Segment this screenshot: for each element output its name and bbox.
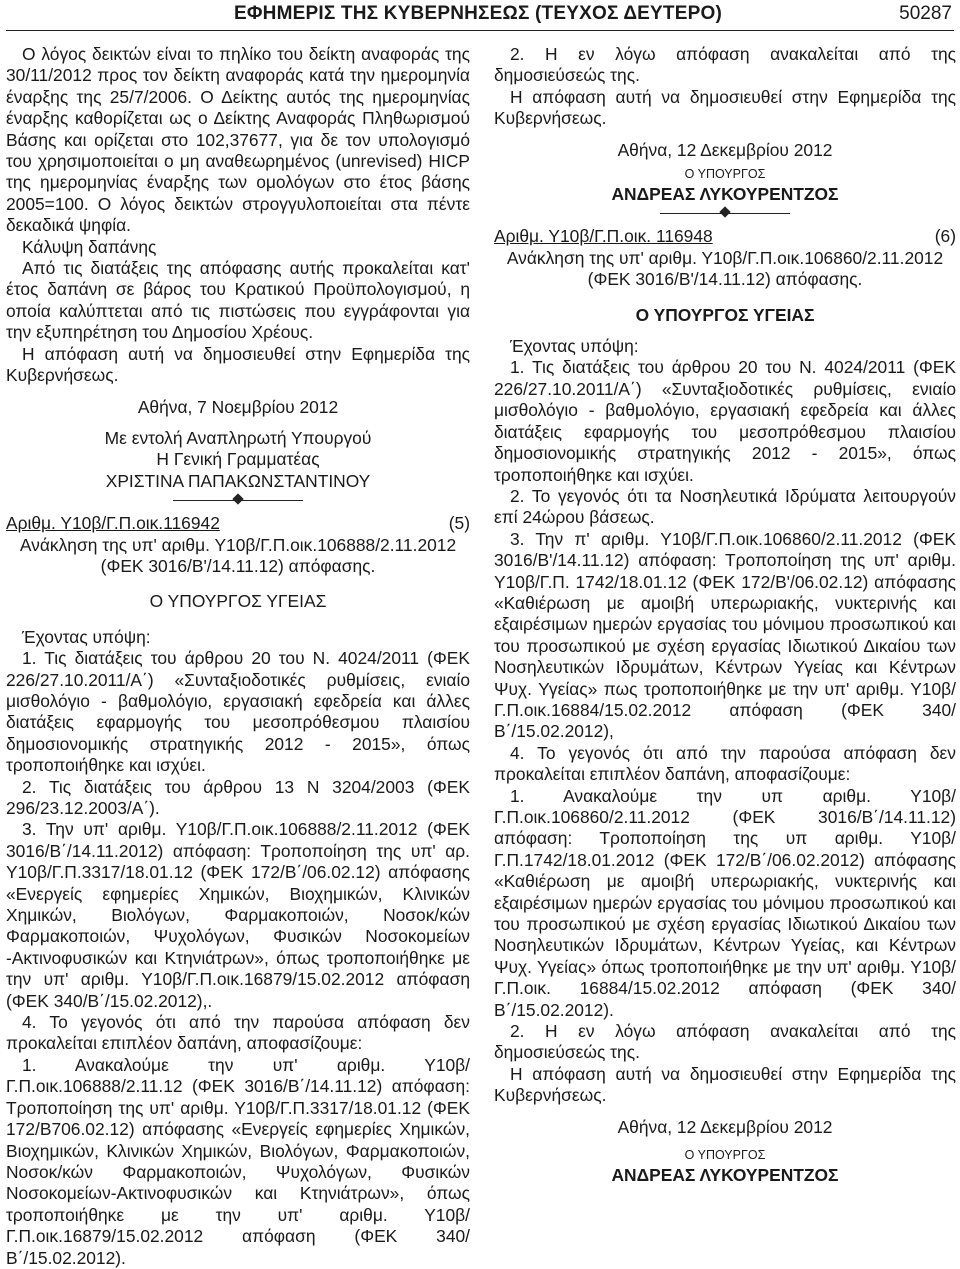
minister-small: Ο ΥΠΟΥΡΓΟΣ [684, 167, 766, 182]
minister-heading: Ο ΥΠΟΥΡΓΟΣ ΥΓΕΙΑΣ [635, 304, 815, 325]
publish-paragraph: Η απόφαση αυτή να δημοσιευθεί στην Εφημερίδα της Κυβερνήσεως. [494, 1063, 956, 1106]
decision-number [6, 513, 470, 534]
cost-heading: Κάλυψη δαπάνης [22, 236, 157, 257]
signer-name: ΧΡΙΣΤΙΝΑ ΠΑΠΑΚΩΝΣΤΑΝΤΙΝΟΥ [105, 470, 371, 491]
publish-paragraph: Η απόφαση αυτή να δημοσιευθεί στην Εφημερίδα της Κυβερνήσεως. [494, 86, 956, 129]
cost-paragraph: Από τις διατάξεις της απόφασης αυτής προκαλείται κατ' έτος δαπάνη σε βάρος του Κρατικού Προϋπολογισμού, η οποία καλύπτεται από τις πιστώσεις που εγγράφονται για την εξυπηρέτηση του Δημοσίου Χρέους. [6, 258, 470, 343]
item-paragraph: 4. Το γεγονός ότι από την παρούσα απόφαση δεν προκαλείται επιπλέον δαπάνη, αποφασίζουμε: [6, 1012, 470, 1054]
item-paragraph: 3. Την π' αριθμ. Υ10β/Γ.Π.οικ.106860/2.11.2012 (ΦΕΚ 3016/Β'/14.11.12) απόφαση: Τροποποίηση της υπ' αριθμ. Υ10β/Γ.Π. 1742/18.01.12 (ΦΕΚ 172/Β'/06.02.12) απόφασης «Καθιέρωση με αμοιβή υπερωριακής, νυκτερινής και εξαιρέσιμων ημερών εργασίας του μόνιμου προσωπικού και του προσωπικού με σχέση εργασίας Ιδιωτικού Δικαίου των Νοσηλευτικών Ιδρυμάτων, Κέντρων Υγείας και Κέντρων Ψυχ. Υγείας» πως τροποποιήθηκε με την υπ' αριθμ. Υ10β/Γ.Π.οικ.16884/15.02.2012 απόφαση (ΦΕΚ 340/Β΄/15.02.2012), [494, 528, 956, 742]
right-column [494, 44, 956, 1187]
signer-name: ΑΝΔΡΕΑΣ ΛΥΚΟΥΡΕΝΤΖΟΣ [611, 1165, 839, 1186]
item-paragraph: 1. Τις διατάξεις του άρθρου 20 του Ν. 4024/2011 (ΦΕΚ 226/27.10.2011/Α΄) «Συνταξιοδοτικές ρυθμίσεις, ενιαίο μισθολόγιο - βαθμολόγιο, εργασιακή εφεδρεία και άλλες διατάξεις εφαρμογής του μεσοπρόθεσμου πλαισίου δημοσιονομικής στρατηγικής 2012 - 2015», όπως τροποποιήθηκε και ισχύει. [494, 357, 956, 485]
page-number: 50287 [899, 3, 952, 24]
item-paragraph: 1. Τις διατάξεις του άρθρου 20 του Ν. 4024/2011 (ΦΕΚ 226/27.10.2011/Α΄) «Συνταξιοδοτικές ρυθμίσεις, ενιαίο μισθολόγιο - βαθμολόγιο, εργασιακή εφεδρεία και άλλες διατάξεις εφαρμογής του μεσοπρόθεσμου πλαισίου δημοσιονομικής στρατηγικής 2012 - 2015», όπως τροποποιήθηκε και ισχύει. [6, 648, 470, 776]
item-paragraph: 1. Ανακαλούμε την υπ αριθμ. Υ10β/Γ.Π.οικ.106860/2.11.2012 (ΦΕΚ 3016/Β΄/14.11.12) απόφαση: Τροποποίηση της υπ αριθμ. Υ10β/Γ.Π.1742/18.01.2012 (ΦΕΚ 172/Β΄/06.02.2012) απόφασης «Καθιέρωση με αμοιβή υπερωριακής, νυκτερινής και εξαιρέσιμων ημερών εργασίας του μόνιμου προσωπικού και του προσωπικού με σχέση εργασίας Ιδιωτικού Δικαίου των Νοσηλευτικών Ιδρυμάτων, Κέντρων Υγείας, και Κέντρων Ψυχ. Υγείας» όπως τροποποιήθηκε με την υπ' αριθμ. Υ10β/Γ.Π.οικ. 16884/15.02.2012 απόφαση (ΦΕΚ 340/Β΄/15.02.2012). [494, 785, 956, 1020]
minister-small: Ο ΥΠΟΥΡΓΟΣ [684, 1148, 766, 1163]
item-paragraph: 2. Τις διατάξεις του άρθρου 13 Ν 3204/2003 (ΦΕΚ 296/23.12.2003/Α΄). [6, 776, 470, 818]
page-header [0, 0, 960, 32]
intro-paragraph: Ο λόγος δεικτών είναι το πηλίκο του δείκτη αναφοράς της 30/11/2012 προς τον δείκτη αναφοράς κατά την ημερομηνία έναρξης της 25/7/2006. Ο Δείκτης αυτός της ημερομηνίας έναρξης καθορίζεται ως ο Δείκτης Αναφοράς Πληθωρισμού Βάσης και ορίζεται στο 102,37677, για δε τον υπολογισμό του χρησιμοποιείται ο μη αναθεωρημένος (unrevised) HICP της ημερομηνίας έναρξης των ομολόγων στο έτος βάσης 2005=100. Ο λόγος δεικτών στρογγυλοποιείται στα πέντε δεκαδικά ψηφία. [6, 44, 470, 236]
general-secretary: Η Γενική Γραμματέας [156, 449, 320, 470]
minister-heading: Ο ΥΠΟΥΡΓΟΣ ΥΓΕΙΑΣ [149, 591, 327, 612]
decision-subject-1: Ανάκληση της υπ' αριθμ. Υ10β/Γ.Π.οικ.106860/2.11.2012 [506, 247, 944, 268]
item-paragraph: 2. Η εν λόγω απόφαση ανακαλείται από της δημοσιεύσεώς της. [494, 1021, 956, 1063]
revoke-paragraph: 2. Η εν λόγω απόφαση ανακαλείται από της δημοσιεύσεώς της. [494, 44, 956, 86]
date-line: Αθήνα, 7 Νοεμβρίου 2012 [137, 396, 339, 417]
decision-subject-1: Ανάκληση της υπ' αριθμ. Υ10β/Γ.Π.οικ.106888/2.11.2012 [19, 534, 457, 555]
publish-paragraph: Η απόφαση αυτή να δημοσιευθεί στην Εφημερίδα της Κυβερνήσεως. [6, 343, 470, 386]
date-line: Αθήνα, 12 Δεκεμβρίου 2012 [617, 139, 833, 160]
decision-index: (5) [448, 513, 470, 534]
decision-number-text: Αριθμ. Υ10β/Γ.Π.οικ. 116948 [494, 226, 713, 247]
decision-number [494, 226, 956, 247]
decision-index: (6) [934, 226, 956, 247]
item-paragraph: 3. Την υπ' αριθμ. Υ10β/Γ.Π.οικ.106888/2.11.2012 (ΦΕΚ 3016/Β΄/14.11.2012) απόφαση: Τροποποίηση της υπ' αρ. Υ10β/Γ.Π.3317/18.01.12 (ΦΕΚ 172/Β΄/06.02.12) απόφασης «Ενεργείς εφημερίες Χημικών, Βιοχημικών, Κλινικών Χημικών, Βιολόγων, Φαρμακοποιών, Νοσοκ/κών Φαρμακοποιών, Ψυχολόγων, Φυσικών Νοσοκομείων -Ακτινοφυσικών και Κτηνιάτρων», όπως τροποποιήθηκε με την υπ' αριθμ. Υ10β/Γ.Π.οικ.16879/15.02.2012 απόφαση (ΦΕΚ 340/Β΄/15.02.2012),. [6, 819, 470, 1011]
decision-number-text: Αριθμ. Υ10β/Γ.Π.οικ.116942 [6, 513, 220, 534]
left-column [6, 44, 470, 1269]
divider [6, 494, 470, 508]
date-line: Αθήνα, 12 Δεκεμβρίου 2012 [617, 1116, 833, 1137]
order-line: Με εντολή Αναπληρωτή Υπουργού [104, 427, 372, 448]
having-regard: Έχοντας υπόψη: [22, 626, 151, 647]
item-paragraph: 4. Το γεγονός ότι από την παρούσα απόφαση δεν προκαλείται επιπλέον δαπάνη, αποφασίζουμε: [494, 742, 956, 785]
item-paragraph: 1. Ανακαλούμε την υπ' αριθμ. Υ10β/Γ.Π.οικ.106888/2.11.12 (ΦΕΚ 3016/Β΄/14.11.12) απόφαση: Τροποποίηση της υπ' αριθμ. Υ10β/Γ.Π.3317/18.01.12 (ΦΕΚ 172/Β706.02.12) απόφασης «Ενεργείς εφημερίες Χημικών, Βιοχημικών, Κλινικών Χημικών, Βιολόγων, Φαρμακοποιών, Νοσοκ/κών Φαρμακοποιών, Ψυχολόγων, Φυσικών Νοσοκομείων-Ακτινοφυσικών και Κτηνιάτρων», όπως τροποποιήθηκε με την υπ' αριθμ. Υ10β/Γ.Π.οικ.16879/15.02.2012 απόφαση (ΦΕΚ 340/Β΄/15.02.2012). [6, 1054, 470, 1268]
gazette-title: ΕΦΗΜΕΡΙΣ ΤΗΣ ΚΥΒΕΡΝΗΣΕΩΣ (ΤΕΥΧΟΣ ΔΕΥΤΕΡΟ) [234, 3, 722, 24]
decision-subject-2: (ΦΕΚ 3016/Β'/14.11.12) απόφασης. [100, 555, 376, 576]
divider [494, 207, 956, 221]
header-rule [6, 30, 954, 31]
signer-name: ΑΝΔΡΕΑΣ ΛΥΚΟΥΡΕΝΤΖΟΣ [611, 184, 839, 205]
decision-subject-2: (ΦΕΚ 3016/Β'/14.11.12) απόφασης. [587, 269, 863, 290]
having-regard: Έχοντας υπόψη: [510, 336, 639, 357]
item-paragraph: 2. Το γεγονός ότι τα Νοσηλευτικά Ιδρύματα λειτουργούν επί 24ώρου βάσεως. [494, 485, 956, 528]
